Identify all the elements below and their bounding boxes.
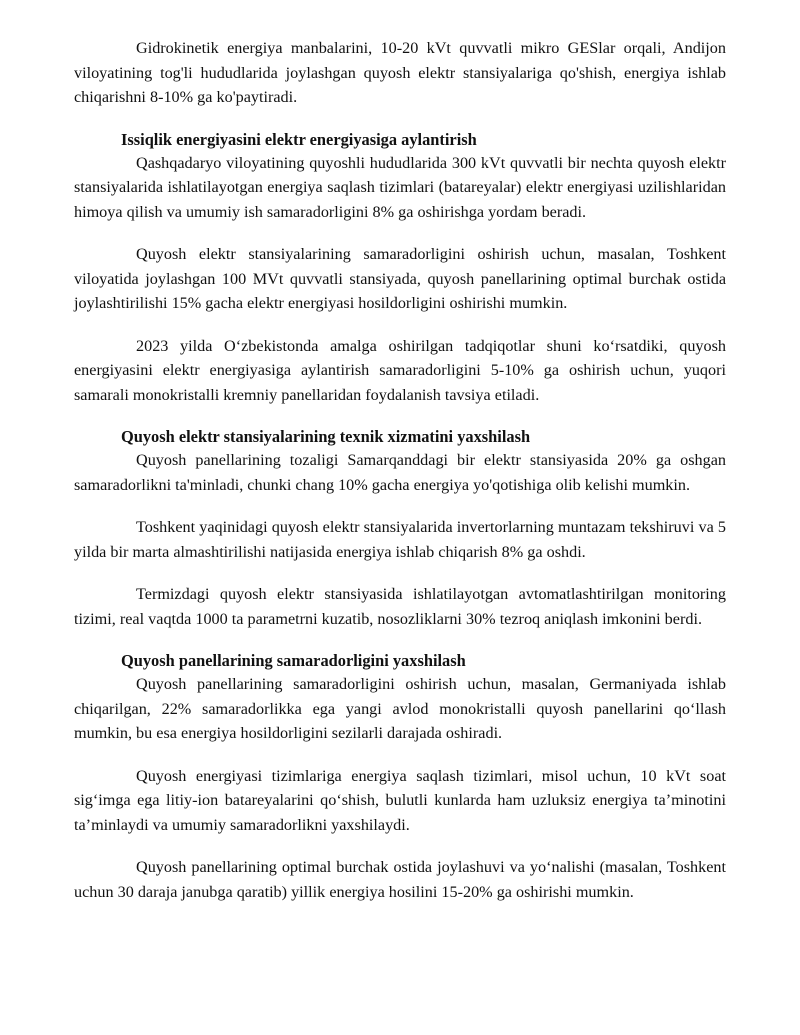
paragraph-toshkent-invertor: Toshkent yaqinidagi quyosh elektr stansiyalarida invertorlarning muntazam tekshiruvi va 5 yilda bir marta almashtirilishi natijasida energiya ishlab chiqarish 8% ga oshdi.: [74, 518, 726, 561]
paragraph-energiya-saqlash: Quyosh energiyasi tizimlariga energiya saqlash tizimlari, misol uchun, 10 kVt soat sig‘imga ega litiy-ion batareyalarini qo‘shish, bulutli kunlarda ham uzluksiz energiya ta’minotini ta’minlaydi va umumiy samaradorlikni yaxshilaydi.: [74, 766, 726, 834]
paragraph-2023-tadqiqotlar: 2023 yilda O‘zbekistonda amalga oshirilgan tadqiqotlar shuni ko‘rsatdiki, quyosh energiyasini elektr energiyasiga aylantirish samaradorligini 5-10% ga oshirish uchun, yuqori samarali monokristalli kremniy panellaridan foydalanish tavsiya etiladi.: [74, 336, 726, 404]
heading-issiqlik-energiyasi: Issiqlik energiyasini elektr energiyasiga aylantirish: [121, 129, 477, 149]
paragraph-gidrokinetik: Gidrokinetik energiya manbalarini, 10-20 kVt quvvatli mikro GESlar orqali, Andijon viloyatining tog'li hududlarida joylashgan quyosh elektr stansiyalariga qo'shish, energiya ishlab chiqarishni 8-10% ga ko'paytiradi.: [74, 39, 726, 106]
paragraph-optimal-burchak: Quyosh panellarining optimal burchak ostida joylashuvi va yo‘nalishi (masalan, Toshkent uchun 30 daraja janubga qaratib) yillik energiya hosilini 15-20% ga oshirishi mumkin.: [74, 858, 726, 901]
paragraph-samarqand: Quyosh panellarining tozaligi Samarqanddagi bir elektr stansiyasida 20% ga oshgan samaradorlikni ta'minladi, chunki chang 10% gacha energiya yo'qotishiga olib kelishi mumkin.: [74, 451, 726, 494]
document-page: [74, 36, 726, 904]
paragraph-toshkent-100mvt: Quyosh elektr stansiyalarining samaradorligini oshirish uchun, masalan, Toshkent viloyatida joylashgan 100 MVt quvvatli stansiyada, quyosh panellarining optimal burchak ostida joylashtirilishi 15% gacha elektr energiyasi hosildorligini oshirishi mumkin.: [74, 245, 726, 312]
paragraph-qashqadaryo: Qashqadaryo viloyatining quyoshli hududlarida 300 kVt quvvatli bir nechta quyosh elektr stansiyalarida ishlatilayotgan energiya saqlash tizimlari (batareyalar) elektr energiyasi uzilishlaridan himoya qilish va umumiy ish samaradorligini 8% ga oshirishga yordam beradi.: [74, 153, 726, 221]
paragraph-germaniya: Quyosh panellarining samaradorligini oshirish uchun, masalan, Germaniyada ishlab chiqarilgan, 22% samaradorlikka ega yangi avlod monokristalli quyosh panellarini qo‘llash mumkin, bu esa energiya hosildorligini sezilarli darajada oshiradi.: [74, 675, 726, 742]
heading-panellar-samaradorligi: Quyosh panellarining samaradorligini yaxshilash: [121, 651, 466, 670]
paragraph-termiz: Termizdagi quyosh elektr stansiyasida ishlatilayotgan avtomatlashtirilgan monitoring tizimi, real vaqtda 1000 ta parametrni kuzatib, nosozliklarni 30% tezroq aniqlash imkonini berdi.: [74, 585, 726, 628]
heading-texnik-xizmat: Quyosh elektr stansiyalarining texnik xizmatini yaxshilash: [121, 427, 531, 446]
